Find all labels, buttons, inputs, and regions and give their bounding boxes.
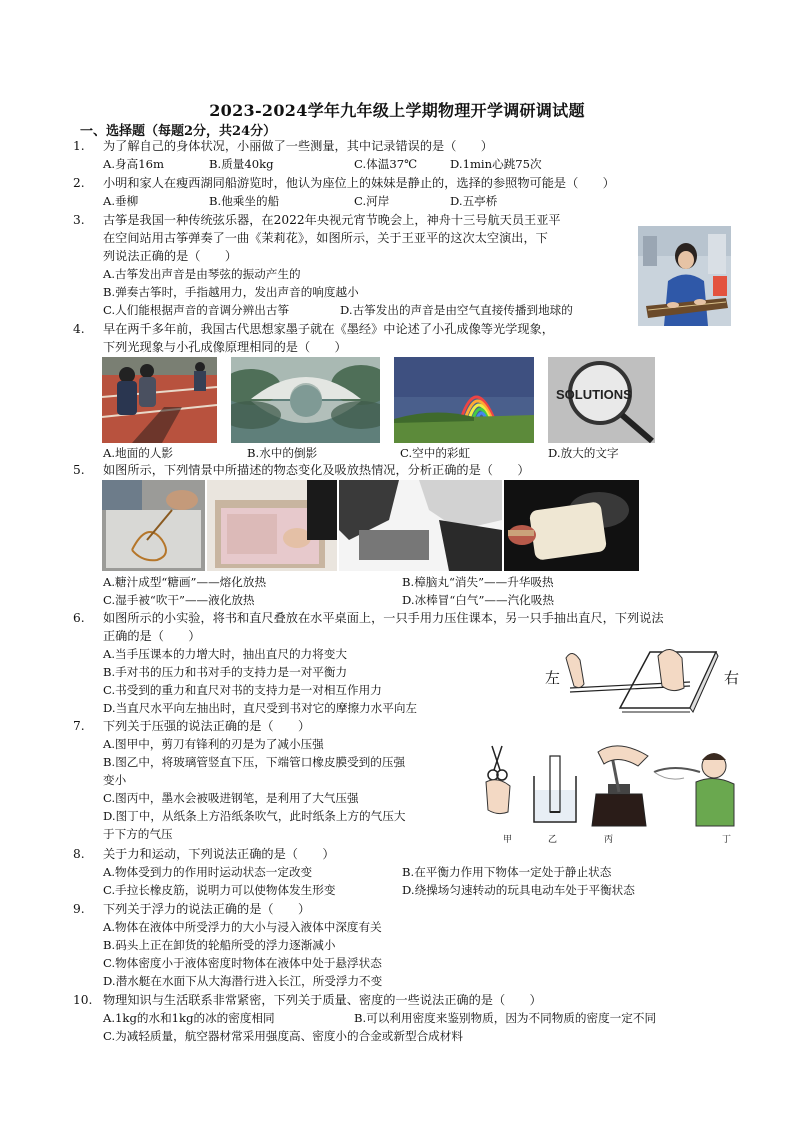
option-d: D.1min心跳75次	[450, 157, 542, 171]
question-number: 7.	[73, 719, 85, 733]
right-label: 右	[724, 669, 740, 687]
option-b: B.弹奏古筝时，手指越用力，发出声音的响度越小	[103, 285, 359, 299]
option-d: D.古筝发出的声音是由空气直接传播到地球的	[340, 303, 573, 317]
option-a: A.1kg的水和1kg的冰的密度相同	[103, 1011, 275, 1025]
question-number: 6.	[73, 611, 85, 625]
hand-dryer-photo	[339, 480, 502, 571]
question-stem: 关于力和运动，下列说法正确的是（ ）	[103, 847, 335, 861]
option-b: B.码头上正在卸货的轮船所受的浮力逐渐减小	[103, 938, 336, 952]
question-number: 5.	[73, 463, 85, 477]
option-a: A.当手压课本的力增大时，抽出直尺的力将变大	[103, 647, 347, 661]
option-b-line: 变小	[103, 773, 127, 787]
question-stem-line: 古筝是我国一种传统弦乐器，在2022年央视元宵节晚会上，神舟十三号航天员王亚平	[103, 213, 561, 227]
lens-text: SOLUTIONS	[556, 387, 632, 402]
option-c: C.人们能根据声音的音调分辨出古筝	[103, 303, 290, 317]
option-d: D.绕操场匀速转动的玩具电动车处于平衡状态	[402, 883, 635, 897]
shadow-photo	[102, 357, 217, 443]
option-d: D.五亭桥	[450, 194, 498, 208]
option-d: D.放大的文字	[548, 446, 619, 460]
option-d-line: 于下方的气压	[103, 827, 173, 841]
question-number: 3.	[73, 213, 85, 227]
option-b: B.樟脑丸“消失”——升华吸热	[402, 575, 554, 589]
option-b: B.质量40kg	[209, 157, 274, 171]
option-d: D.冰棒冒“白气”——汽化吸热	[402, 593, 554, 607]
figure-label: 乙	[548, 835, 558, 845]
option-a: A.垂柳	[103, 194, 139, 208]
question-number: 10.	[73, 993, 93, 1007]
option-a: A.糖汁成型“糖画”——熔化放热	[103, 575, 267, 589]
beaker-icon	[534, 756, 576, 822]
ink-bottle-icon	[592, 746, 648, 826]
pressure-diagrams	[478, 742, 740, 832]
option-c: C.空中的彩虹	[400, 446, 471, 460]
option-c: C.书受到的重力和直尺对书的支持力是一对相互作用力	[103, 683, 382, 697]
section-heading: 一、选择题（每题2分，共24分）	[80, 124, 277, 139]
question-number: 1.	[73, 139, 85, 153]
figure-label: 丁	[722, 835, 732, 845]
magnifier-photo	[548, 357, 655, 443]
option-d-line: D.图丁中，从纸条上方沿纸条吹气，此时纸条上方的气压大	[103, 809, 406, 823]
option-a: A.地面的人影	[103, 446, 174, 460]
option-d: D.潜水艇在水面下从大海潜行进入长江，所受浮力不变	[103, 974, 383, 988]
scissors-icon	[486, 746, 510, 814]
question-stem-line: 正确的是（ ）	[103, 629, 201, 643]
question-stem-line: 早在两千多年前，我国古代思想家墨子就在《墨经》中论述了小孔成像等光学现象，	[103, 322, 554, 336]
figure-label: 甲	[503, 835, 513, 845]
bridge-reflection-photo	[231, 357, 380, 443]
option-c: C.河岸	[354, 194, 390, 208]
sugar-painting-photo	[102, 480, 205, 571]
option-c: C.为减轻质量，航空器材常采用强度高、密度小的合金或新型合成材料	[103, 1029, 463, 1043]
option-b: B.手对书的压力和书对手的支持力是一对平衡力	[103, 665, 348, 679]
question-number: 4.	[73, 322, 85, 336]
option-a: A.身高16m	[103, 157, 164, 171]
page-title: 2023-2024学年九年级上学期物理开学调研调试题	[209, 101, 585, 120]
question-number: 8.	[73, 847, 85, 861]
option-b-line: B.图乙中，将玻璃管竖直下压，下端管口橡皮膜受到的压强	[103, 755, 406, 769]
astronaut-guzheng-photo	[638, 226, 731, 326]
option-c: C.物体密度小于液体密度时物体在液体中处于悬浮状态	[103, 956, 382, 970]
question-stem: 为了解自己的身体状况，小丽做了一些测量，其中记录错误的是（ ）	[103, 139, 493, 153]
option-c: C.体温37℃	[354, 157, 418, 171]
option-d: D.当直尺水平向左抽出时，直尺受到书对它的摩擦力水平向左	[103, 701, 418, 715]
camphor-box-photo	[207, 480, 337, 571]
question-stem-line: 列说法正确的是（ ）	[103, 249, 238, 263]
question-number: 9.	[73, 902, 85, 916]
option-a: A.图甲中，剪刀有锋利的刃是为了减小压强	[103, 737, 324, 751]
option-b: B.水中的倒影	[247, 446, 318, 460]
question-stem-line: 如图所示的小实验，将书和直尺叠放在水平桌面上，一只手用力压住课本，另一只手抽出直尺，下列说法	[103, 611, 664, 625]
option-b: B.他乘坐的船	[209, 194, 280, 208]
question-stem: 下列关于浮力的说法正确的是（ ）	[103, 902, 311, 916]
option-b: B.可以利用密度来鉴别物质，因为不同物质的密度一定不同	[354, 1011, 657, 1025]
question-stem: 如图所示，下列情景中所描述的物态变化及吸放热情况，分析正确的是（ ）	[103, 463, 530, 477]
question-stem: 物理知识与生活联系非常紧密，下列关于质量、密度的一些说法正确的是（ ）	[103, 993, 542, 1007]
option-a: A.物体在液体中所受浮力的大小与浸入液体中深度有关	[103, 920, 382, 934]
figure-label: 丙	[604, 835, 614, 845]
option-b: B.在平衡力作用下物体一定处于静止状态	[402, 865, 612, 879]
question-stem-line: 在空间站用古筝弹奏了一曲《茉莉花》，如图所示，关于王亚平的这次太空演出，下	[103, 231, 548, 245]
left-label: 左	[545, 669, 561, 687]
rainbow-photo	[394, 357, 534, 443]
boy-blowing-icon	[654, 753, 734, 826]
ice-pop-photo	[504, 480, 639, 571]
option-c: C.手拉长橡皮筋，说明力可以使物体发生形变	[103, 883, 336, 897]
option-a: A.古筝发出声音是由琴弦的振动产生的	[103, 267, 301, 281]
question-stem: 下列关于压强的说法正确的是（ ）	[103, 719, 311, 733]
option-c: C.湿手被“吹干”——液化放热	[103, 593, 255, 607]
question-stem: 小明和家人在瘦西湖同船游览时，他认为座位上的妹妹是静止的，选择的参照物可能是（ ）	[103, 176, 615, 190]
question-stem-line: 下列光现象与小孔成像原理相同的是（ ）	[103, 340, 347, 354]
book-ruler-diagram	[540, 638, 750, 718]
option-c: C.图丙中，墨水会被吸进钢笔，是利用了大气压强	[103, 791, 359, 805]
question-number: 2.	[73, 176, 85, 190]
option-a: A.物体受到力的作用时运动状态一定改变	[103, 865, 313, 879]
